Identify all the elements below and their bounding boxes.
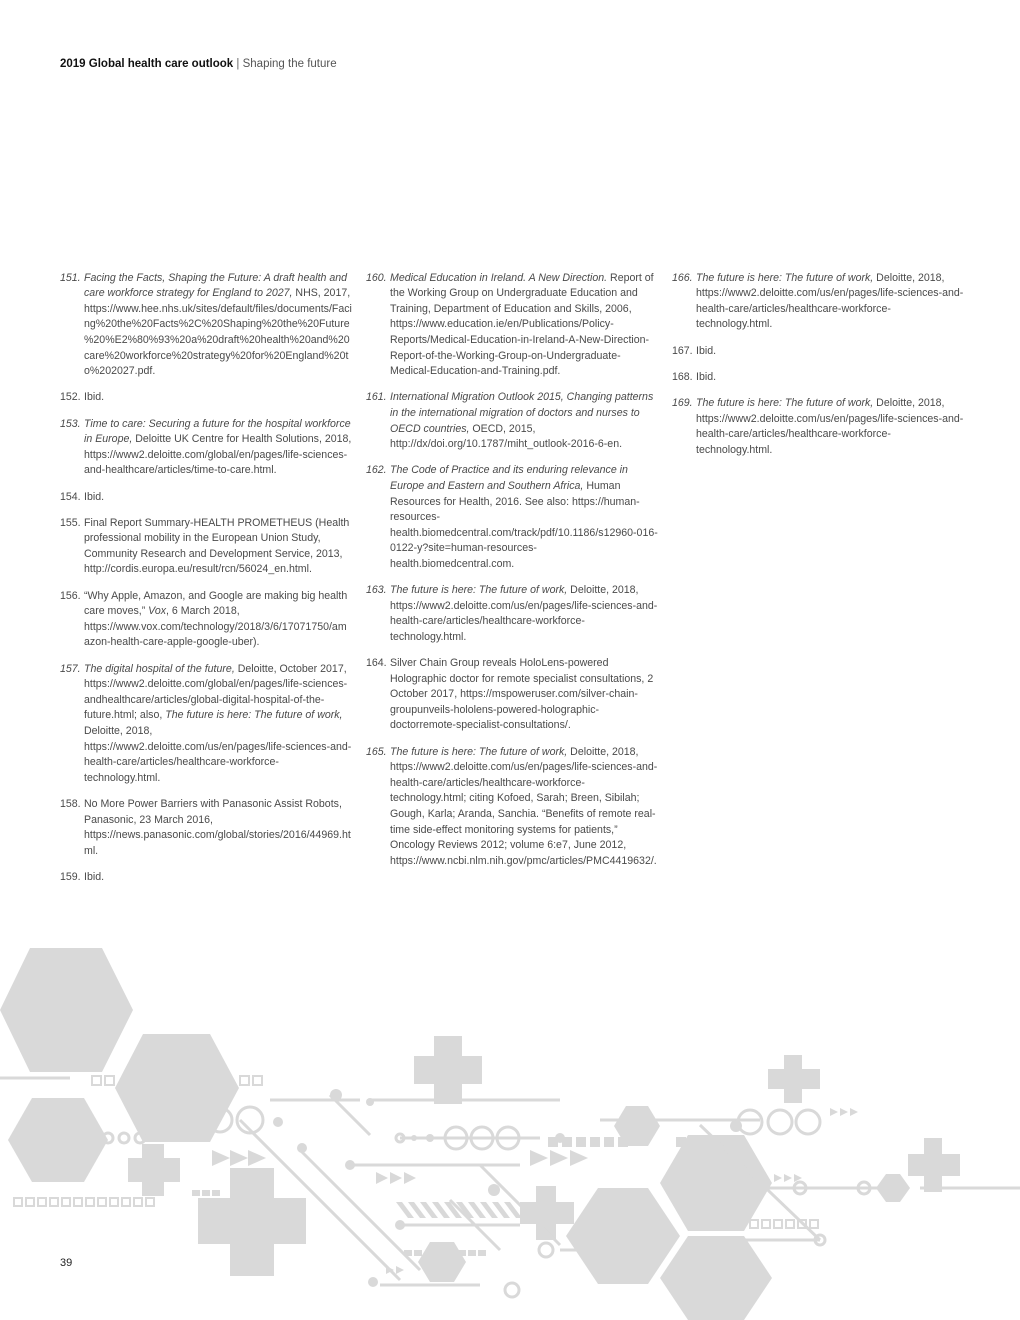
endnote-text: Final Report Summary-HEALTH PROMETHEUS (Health professional mobility in the European Union Study, Community Research and Development Service, 2013, http://cordis.europa.eu/result/rcn/56024_en.html. bbox=[84, 516, 350, 576]
endnote-entry bbox=[366, 463, 658, 572]
endnote-entry bbox=[60, 589, 352, 651]
endnote-number: 165. bbox=[366, 745, 387, 758]
endnote-text: Ibid. bbox=[84, 870, 105, 883]
endnote-number: 162. bbox=[366, 464, 387, 477]
decorative-health-tech-graphic bbox=[0, 930, 1020, 1320]
endnote-title: The future is here: The future of work, bbox=[390, 584, 568, 597]
endnote-text: Report of the Working Group on Undergraduate Education and Training, Department of Education and Skills, 2006, https://www.education.ie/en/Publications/Policy-Reports/Medical-Education-in-Ireland-A-New-Direction-Report-of-the-Working-Group-on-Undergraduate-Medical-Education-and-Training.pdf. bbox=[390, 271, 654, 378]
endnote-number: 152. bbox=[60, 391, 81, 404]
endnote-text: No More Power Barriers with Panasonic Assist Robots, Panasonic, 23 March 2016, https://news.panasonic.com/global/stories/2016/44969.html. bbox=[84, 797, 351, 857]
endnote-number: 161. bbox=[366, 391, 387, 404]
endnote-number: 158. bbox=[60, 797, 81, 810]
endnote-number: 151. bbox=[60, 271, 81, 284]
endnote-entry bbox=[60, 516, 352, 578]
endnote-entry bbox=[366, 745, 658, 870]
endnote-text: Human Resources for Health, 2016. See also: https://human-resources-health.biomedcentral.com/track/pdf/10.1186/s12960-016-0122-y?site=human-resources-health.biomedcentral.com. bbox=[390, 479, 658, 570]
endnote-entry bbox=[366, 656, 658, 734]
endnote-text: OECD, 2015, http://dx/doi.org/10.1787/miht_outlook-2016-6-en. bbox=[390, 422, 623, 451]
endnote-entry bbox=[60, 797, 352, 859]
endnote-title: Vox bbox=[148, 605, 167, 618]
endnote-entry bbox=[60, 490, 352, 506]
endnote-title: International Migration Outlook 2015, Changing patterns in the international migration of doctors and nurses to OECD countries, bbox=[390, 391, 654, 435]
endnote-entry bbox=[366, 390, 658, 452]
endnotes-column-3 bbox=[672, 260, 964, 469]
endnote-entry bbox=[60, 870, 352, 886]
endnote-title: Facing the Facts, Shaping the Future: A draft health and care workforce strategy for England to 2027, bbox=[84, 271, 348, 300]
endnote-title: Medical Education in Ireland. A New Direction. bbox=[390, 271, 608, 284]
endnote-title: The future is here: The future of work, bbox=[165, 709, 343, 722]
endnote-entry bbox=[60, 271, 352, 380]
endnote-text: Deloitte, October 2017, https://www2.deloitte.com/global/en/pages/life-sciences-andhealthcare/articles/global-digital-hospital-of-the-future.html; also, bbox=[84, 662, 348, 722]
publication-title: 2019 Global health care outlook bbox=[60, 58, 234, 70]
endnote-text: Ibid. bbox=[84, 490, 105, 503]
endnote-number: 164. bbox=[366, 657, 387, 670]
header-separator: | bbox=[236, 58, 240, 70]
endnote-text: Ibid. bbox=[84, 391, 105, 404]
endnote-text: Deloitte, 2018, https://www2.deloitte.com/us/en/pages/life-sciences-and-health-care/articles/healthcare-workforce-technology.html. bbox=[696, 271, 964, 331]
endnote-number: 166. bbox=[672, 271, 693, 284]
endnote-entry bbox=[366, 583, 658, 645]
endnote-text: Deloitte UK Centre for Health Solutions, 2018, https://www2.deloitte.com/global/en/pages/life-sciences-and-healthcare/articles/time-to-care.html. bbox=[84, 433, 352, 477]
endnote-text: Deloitte, 2018, https://www2.deloitte.com/us/en/pages/life-sciences-and-health-care/articles/healthcare-workforce-technology.html; citing Kofoed, Sarah; Breen, Sibilah; Gough, Karla; Aranda, Sanchia. “Benefits of remote real-time side-effect monitoring systems for patients,” Oncology Reviews 2012; volume 6:e7, June 2012, https://www.ncbi.nlm.nih.gov/pmc/articles/PMC4419632/. bbox=[390, 745, 658, 867]
running-header bbox=[60, 58, 337, 70]
endnote-entry bbox=[672, 271, 964, 333]
endnote-entry bbox=[60, 662, 352, 787]
endnote-number: 157. bbox=[60, 662, 81, 675]
endnote-number: 153. bbox=[60, 417, 81, 430]
endnote-title: The future is here: The future of work, bbox=[696, 271, 874, 284]
endnote-title: The Code of Practice and its enduring relevance in Europe and Eastern and Southern Africa, bbox=[390, 464, 628, 492]
endnote-entry bbox=[60, 417, 352, 479]
endnote-number: 160. bbox=[366, 271, 387, 284]
endnote-title: The digital hospital of the future, bbox=[84, 662, 235, 675]
endnote-text: Deloitte, 2018, https://www2.deloitte.com/us/en/pages/life-sciences-and-health-care/articles/healthcare-workforce-technology.html. bbox=[390, 584, 658, 643]
endnote-title: The future is here: The future of work, bbox=[390, 745, 568, 758]
endnote-number: 169. bbox=[672, 396, 693, 409]
endnote-number: 156. bbox=[60, 589, 81, 602]
endnote-text: Ibid. bbox=[696, 370, 717, 383]
endnote-title: Time to care: Securing a future for the hospital workforce in Europe, bbox=[84, 417, 351, 446]
endnote-title: The future is here: The future of work, bbox=[696, 396, 874, 409]
endnote-number: 155. bbox=[60, 516, 81, 529]
endnote-text: Deloitte, 2018, https://www2.deloitte.com/us/en/pages/life-sciences-and-health-care/articles/healthcare-workforce-technology.html. bbox=[696, 396, 964, 456]
endnotes-column-1 bbox=[60, 260, 352, 896]
endnote-number: 159. bbox=[60, 870, 81, 883]
endnote-entry bbox=[672, 370, 964, 386]
endnote-text: , 6 March 2018, https://www.vox.com/technology/2018/3/6/17071750/amazon-health-care-apple-google-uber). bbox=[84, 605, 347, 649]
endnote-entry bbox=[60, 390, 352, 406]
endnotes-column-2 bbox=[366, 260, 658, 880]
page-number: 39 bbox=[60, 1257, 73, 1269]
endnote-text: Silver Chain Group reveals HoloLens-powered Holographic doctor for remote specialist consultations, 2 October 2017, https://mspoweruser.com/silver-chain-groupunveils-hololens-powered-holographic-doctorremote-specialist-consultations/. bbox=[390, 657, 654, 732]
endnote-number: 168. bbox=[672, 370, 693, 383]
endnote-text: Ibid. bbox=[696, 344, 717, 357]
endnote-text: “Why Apple, Amazon, and Google are making big health care moves,” bbox=[84, 589, 348, 618]
publication-subtitle: Shaping the future bbox=[242, 58, 337, 70]
endnote-entry bbox=[672, 344, 964, 360]
endnote-number: 163. bbox=[366, 584, 387, 597]
endnote-number: 154. bbox=[60, 490, 81, 503]
endnote-text: NHS, 2017, https://www.hee.nhs.uk/sites/default/files/documents/Facing%20the%20Facts%2C%20Shaping%20the%20Future%20%E2%80%93%20a%20draft%20health%20and%20care%20workforce%20strategy%20for%20England%20to%202027.pdf. bbox=[84, 287, 352, 378]
endnote-entry bbox=[366, 271, 658, 380]
endnote-text: Deloitte, 2018, https://www2.deloitte.com/us/en/pages/life-sciences-and-health-care/articles/healthcare-workforce-technology.html. bbox=[84, 725, 352, 784]
endnote-number: 167. bbox=[672, 344, 693, 357]
endnote-entry bbox=[672, 396, 964, 458]
